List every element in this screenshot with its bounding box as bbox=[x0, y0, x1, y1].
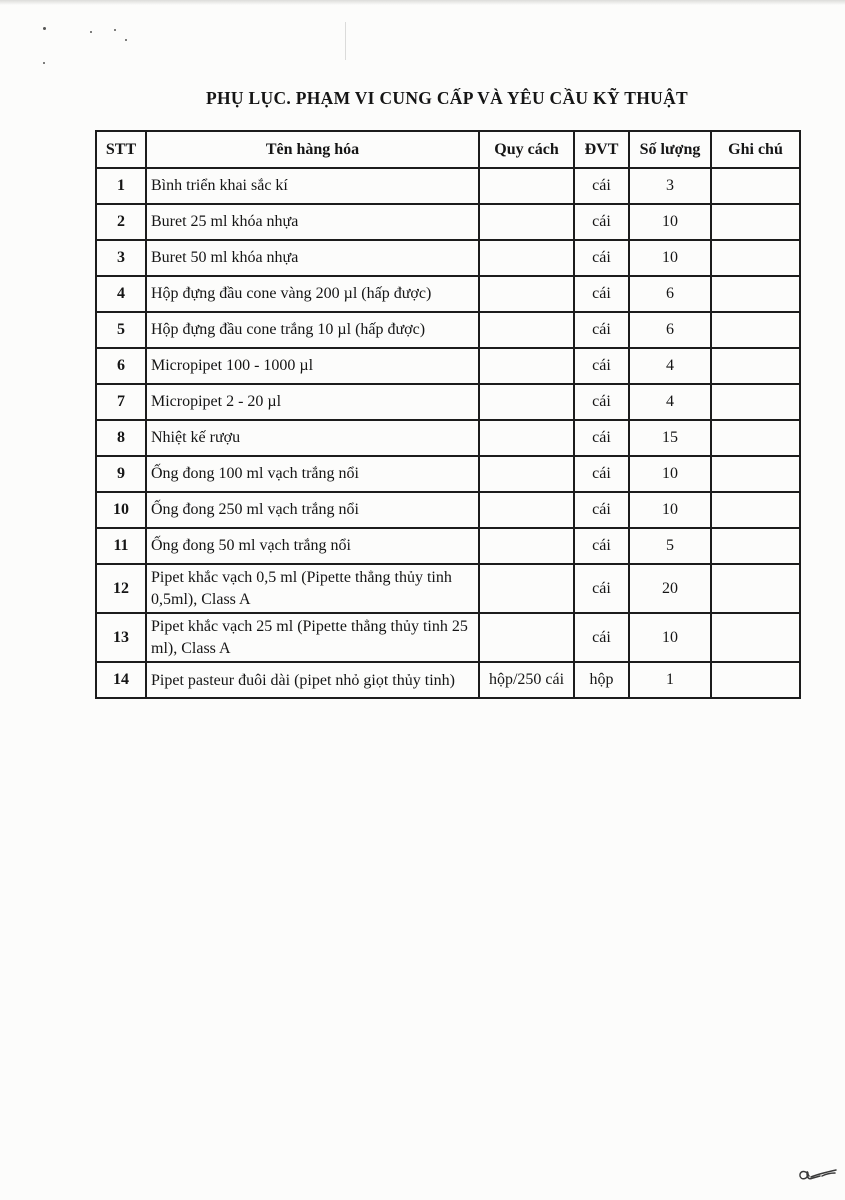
table-row bbox=[96, 276, 800, 312]
cell-quantity: 10 bbox=[629, 492, 711, 528]
cell-spec bbox=[479, 492, 574, 528]
cell-name: Buret 25 ml khóa nhựa bbox=[146, 204, 479, 240]
cell-spec bbox=[479, 276, 574, 312]
cell-quantity: 1 bbox=[629, 662, 711, 698]
cell-note bbox=[711, 168, 800, 204]
cell-note bbox=[711, 528, 800, 564]
cell-quantity: 10 bbox=[629, 613, 711, 662]
cell-quantity: 3 bbox=[629, 168, 711, 204]
table-row bbox=[96, 384, 800, 420]
cell-note bbox=[711, 348, 800, 384]
cell-name: Ống đong 100 ml vạch trắng nổi bbox=[146, 456, 479, 492]
cell-spec bbox=[479, 613, 574, 662]
cell-quantity: 10 bbox=[629, 204, 711, 240]
document-title: PHỤ LỤC. PHẠM VI CUNG CẤP VÀ YÊU CẦU KỸ THUẬT bbox=[206, 88, 688, 108]
cell-unit: cái bbox=[574, 456, 629, 492]
cell-note bbox=[711, 312, 800, 348]
cell-unit: cái bbox=[574, 204, 629, 240]
cell-quantity: 10 bbox=[629, 240, 711, 276]
supply-items-table bbox=[95, 130, 801, 699]
cell-stt: 10 bbox=[96, 492, 146, 528]
scan-speck bbox=[43, 27, 46, 30]
cell-spec bbox=[479, 240, 574, 276]
cell-spec bbox=[479, 420, 574, 456]
cell-name: Hộp đựng đầu cone vàng 200 µl (hấp được) bbox=[146, 276, 479, 312]
cell-quantity: 6 bbox=[629, 312, 711, 348]
cell-stt: 11 bbox=[96, 528, 146, 564]
cell-name: Buret 50 ml khóa nhựa bbox=[146, 240, 479, 276]
cell-spec bbox=[479, 312, 574, 348]
scan-edge-artifact bbox=[0, 0, 845, 5]
cell-spec bbox=[479, 348, 574, 384]
cell-unit: cái bbox=[574, 276, 629, 312]
cell-spec bbox=[479, 384, 574, 420]
cell-quantity: 15 bbox=[629, 420, 711, 456]
cell-unit: cái bbox=[574, 240, 629, 276]
cell-unit: cái bbox=[574, 348, 629, 384]
header-note: Ghi chú bbox=[711, 131, 800, 168]
cell-name: Pipet pasteur đuôi dài (pipet nhỏ giọt thủy tinh) bbox=[146, 662, 479, 698]
cell-note bbox=[711, 662, 800, 698]
cell-stt: 6 bbox=[96, 348, 146, 384]
cell-unit: cái bbox=[574, 492, 629, 528]
table-row bbox=[96, 662, 800, 698]
cell-note bbox=[711, 384, 800, 420]
cell-stt: 2 bbox=[96, 204, 146, 240]
cell-quantity: 4 bbox=[629, 384, 711, 420]
cell-spec bbox=[479, 204, 574, 240]
cell-name: Hộp đựng đầu cone trắng 10 µl (hấp được) bbox=[146, 312, 479, 348]
cell-name: Bình triển khai sắc kí bbox=[146, 168, 479, 204]
cell-unit: cái bbox=[574, 613, 629, 662]
cell-spec: hộp/250 cái bbox=[479, 662, 574, 698]
cell-name: Ống đong 250 ml vạch trắng nổi bbox=[146, 492, 479, 528]
cell-quantity: 5 bbox=[629, 528, 711, 564]
cell-unit: cái bbox=[574, 420, 629, 456]
table-row bbox=[96, 348, 800, 384]
cell-unit: cái bbox=[574, 564, 629, 613]
cell-quantity: 20 bbox=[629, 564, 711, 613]
table-row bbox=[96, 492, 800, 528]
cell-unit: hộp bbox=[574, 662, 629, 698]
table-row bbox=[96, 564, 800, 613]
header-spec: Quy cách bbox=[479, 131, 574, 168]
cell-quantity: 10 bbox=[629, 456, 711, 492]
handwritten-initial-scribble bbox=[796, 1160, 838, 1190]
table-row bbox=[96, 240, 800, 276]
cell-note bbox=[711, 276, 800, 312]
cell-name: Pipet khắc vạch 0,5 ml (Pipette thẳng thủy tinh 0,5ml), Class A bbox=[146, 564, 479, 613]
header-stt: STT bbox=[96, 131, 146, 168]
table-row bbox=[96, 528, 800, 564]
scan-speck bbox=[90, 31, 92, 33]
table-row bbox=[96, 613, 800, 662]
cell-quantity: 6 bbox=[629, 276, 711, 312]
scan-speck bbox=[125, 39, 127, 41]
table-row bbox=[96, 204, 800, 240]
table-header bbox=[96, 131, 800, 168]
cell-stt: 14 bbox=[96, 662, 146, 698]
cell-unit: cái bbox=[574, 312, 629, 348]
table-row bbox=[96, 168, 800, 204]
cell-stt: 5 bbox=[96, 312, 146, 348]
cell-spec bbox=[479, 564, 574, 613]
cell-note bbox=[711, 204, 800, 240]
cell-unit: cái bbox=[574, 168, 629, 204]
scan-speck bbox=[114, 29, 116, 31]
cell-name: Micropipet 2 - 20 µl bbox=[146, 384, 479, 420]
cell-spec bbox=[479, 528, 574, 564]
cell-note bbox=[711, 456, 800, 492]
cell-unit: cái bbox=[574, 528, 629, 564]
cell-stt: 12 bbox=[96, 564, 146, 613]
cell-stt: 3 bbox=[96, 240, 146, 276]
cell-note bbox=[711, 564, 800, 613]
cell-stt: 4 bbox=[96, 276, 146, 312]
scan-line-artifact bbox=[345, 22, 346, 60]
table-row bbox=[96, 456, 800, 492]
cell-stt: 1 bbox=[96, 168, 146, 204]
table-row bbox=[96, 312, 800, 348]
scan-speck bbox=[43, 62, 45, 64]
cell-quantity: 4 bbox=[629, 348, 711, 384]
cell-note bbox=[711, 613, 800, 662]
cell-name: Ống đong 50 ml vạch trắng nổi bbox=[146, 528, 479, 564]
table-body bbox=[96, 168, 800, 698]
header-name: Tên hàng hóa bbox=[146, 131, 479, 168]
header-qty: Số lượng bbox=[629, 131, 711, 168]
cell-stt: 13 bbox=[96, 613, 146, 662]
cell-name: Pipet khắc vạch 25 ml (Pipette thẳng thủy tinh 25 ml), Class A bbox=[146, 613, 479, 662]
cell-stt: 7 bbox=[96, 384, 146, 420]
cell-note bbox=[711, 240, 800, 276]
cell-name: Micropipet 100 - 1000 µl bbox=[146, 348, 479, 384]
cell-stt: 8 bbox=[96, 420, 146, 456]
cell-spec bbox=[479, 168, 574, 204]
cell-spec bbox=[479, 456, 574, 492]
table-row bbox=[96, 420, 800, 456]
header-unit: ĐVT bbox=[574, 131, 629, 168]
cell-unit: cái bbox=[574, 384, 629, 420]
cell-name: Nhiệt kế rượu bbox=[146, 420, 479, 456]
cell-stt: 9 bbox=[96, 456, 146, 492]
cell-note bbox=[711, 420, 800, 456]
cell-note bbox=[711, 492, 800, 528]
